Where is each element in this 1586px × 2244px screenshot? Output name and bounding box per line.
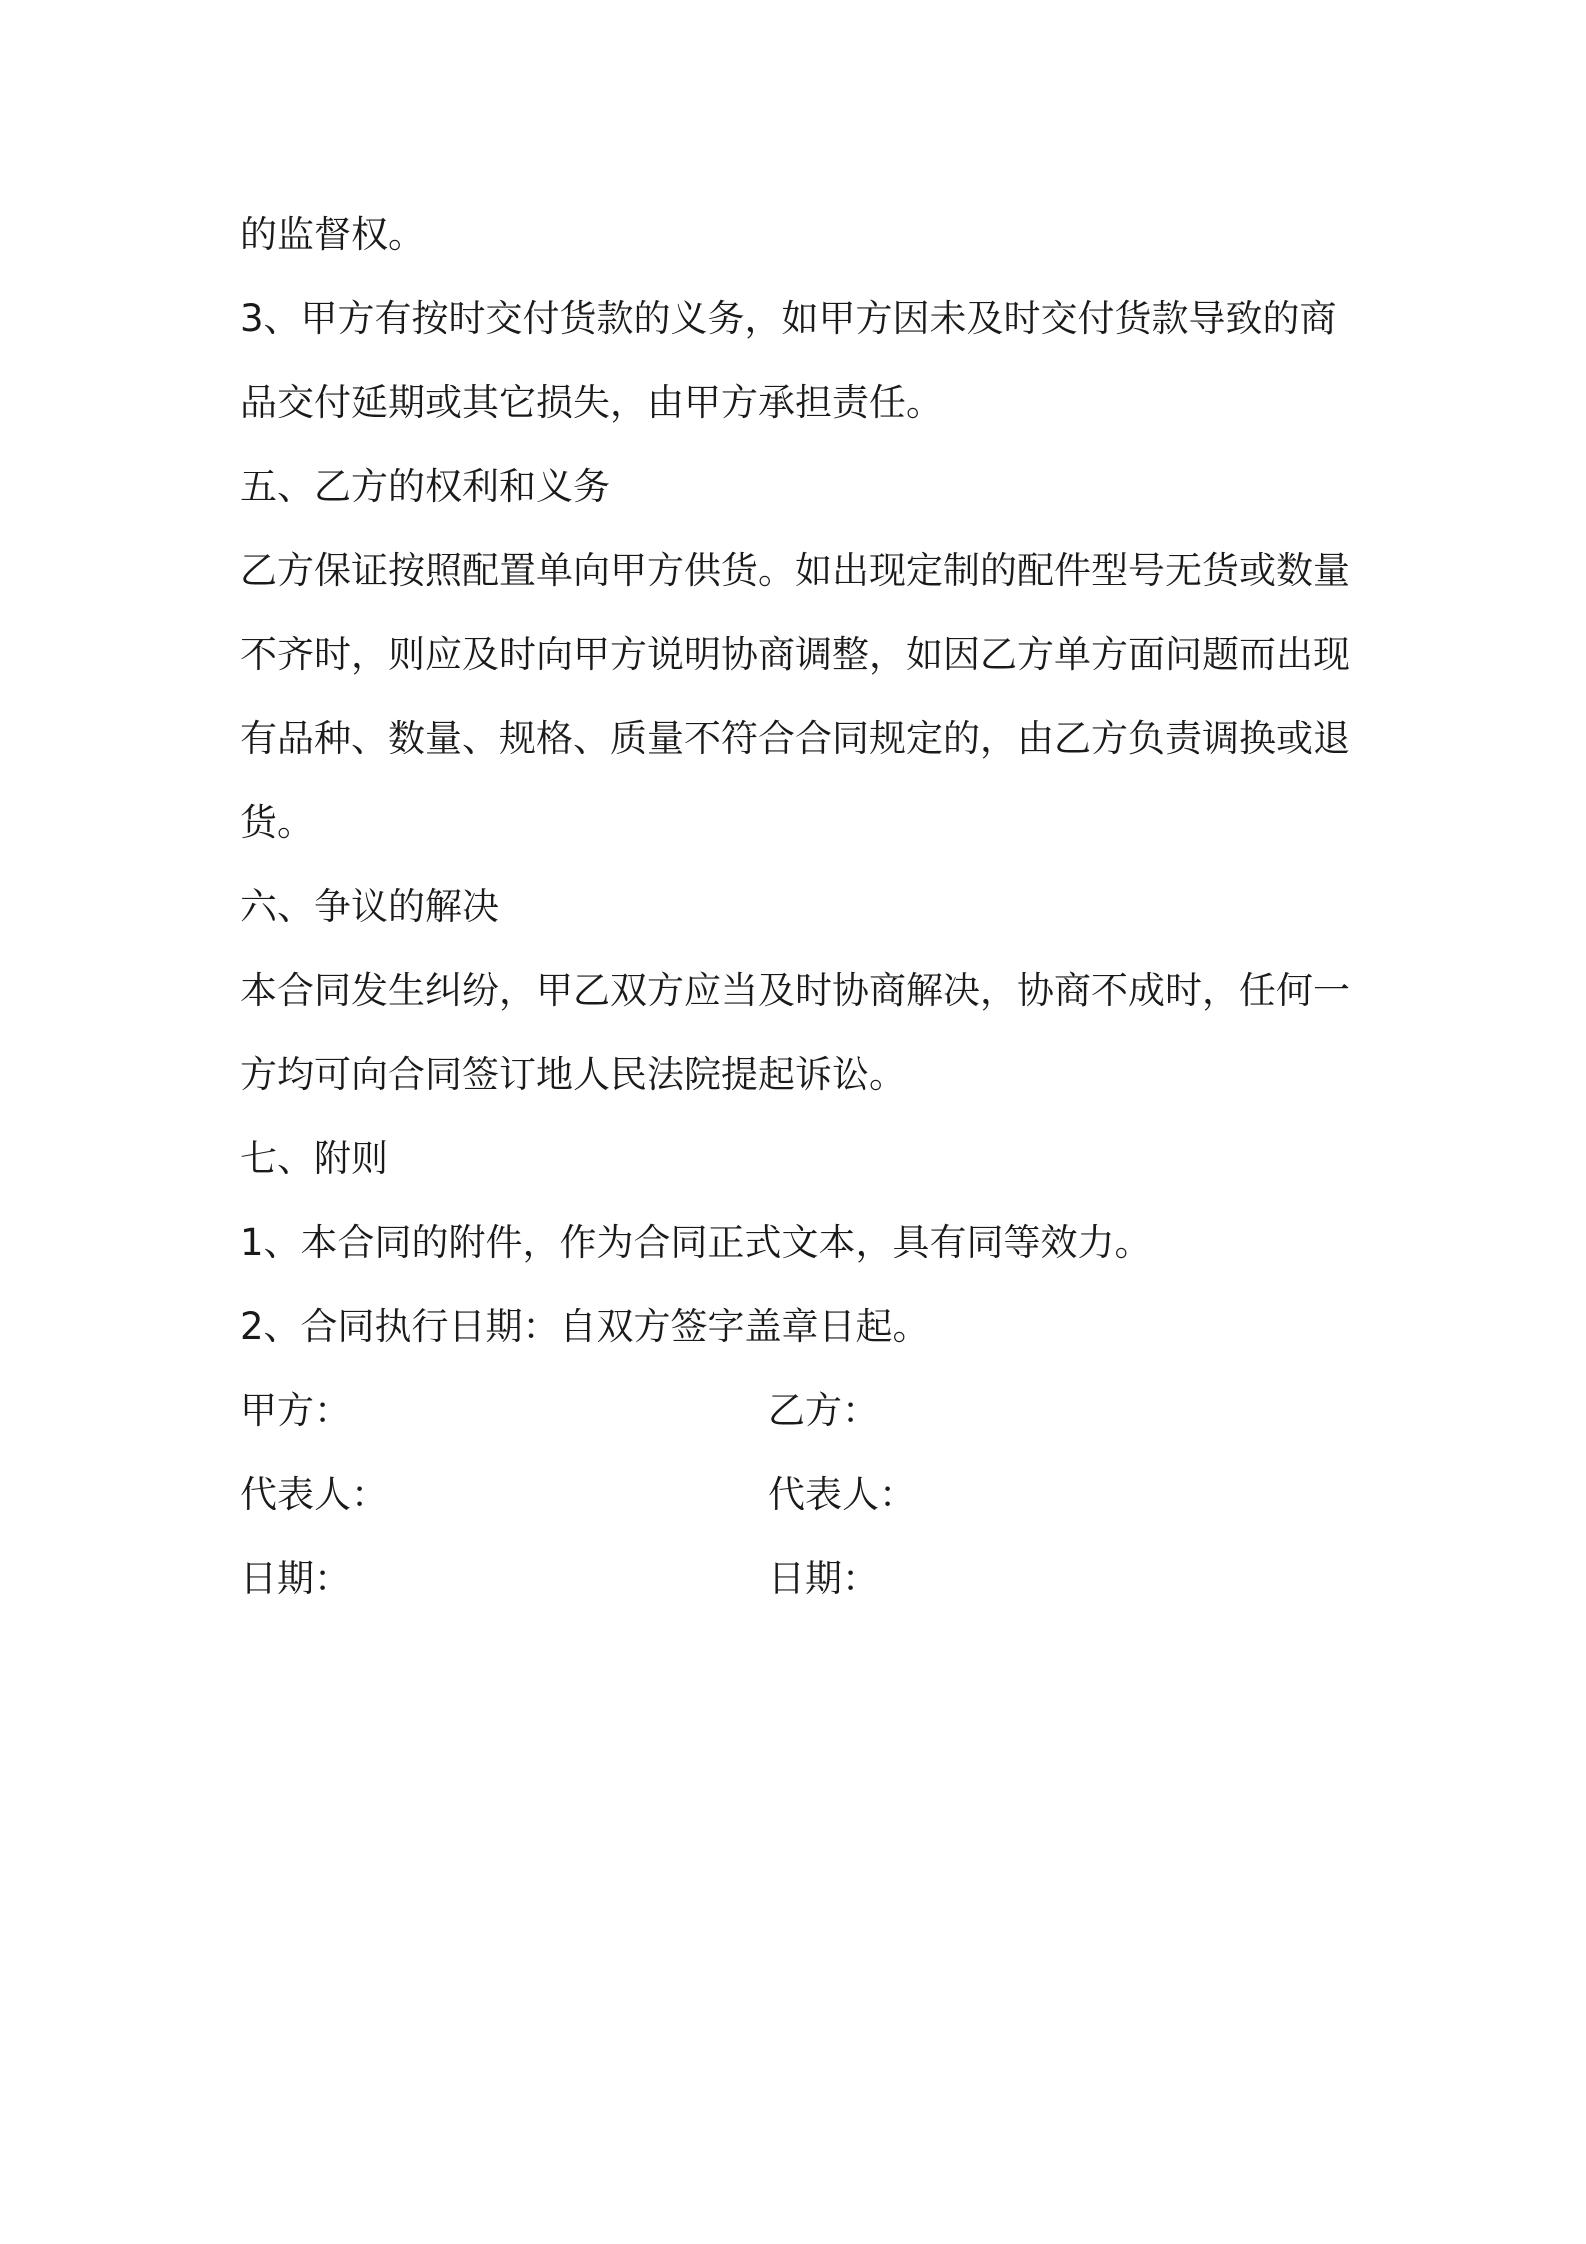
section-6-line-2: 方均可向合同签订地人民法院提起诉讼。 [240,1053,906,1096]
date-b-label: 日期： [768,1557,879,1600]
party-b-label: 乙方： [768,1389,879,1432]
section-6-line-1: 本合同发生纠纷，甲乙双方应当及时协商解决，协商不成时，任何一 [240,969,1350,1012]
signature-row-representative [240,1453,1360,1537]
signature-row-date [240,1537,1360,1621]
section-5-line-4: 货。 [240,801,314,844]
section-5-line-1: 乙方保证按照配置单向甲方供货。如出现定制的配件型号无货或数量 [240,549,1350,592]
section-5-line-3: 有品种、数量、规格、质量不符合合同规定的，由乙方负责调换或退 [240,717,1350,760]
party-a-label: 甲方： [240,1389,351,1432]
section-7-heading: 七、附则 [240,1137,388,1180]
clause-3-line-2: 品交付延期或其它损失，由甲方承担责任。 [240,381,943,424]
date-a-label: 日期： [240,1557,351,1600]
section-7-clause-1: 1、本合同的附件，作为合同正式文本，具有同等效力。 [240,1221,1152,1264]
representative-a-label: 代表人： [240,1473,388,1516]
contract-body [240,193,1360,1621]
representative-b-label: 代表人： [768,1473,916,1516]
section-5-heading: 五、乙方的权利和义务 [240,465,610,508]
section-7-clause-2: 2、合同执行日期：自双方签字盖章日起。 [240,1305,930,1348]
signature-row-party [240,1369,1360,1453]
section-5-line-2: 不齐时，则应及时向甲方说明协商调整，如因乙方单方面问题而出现 [240,633,1350,676]
section-6-heading: 六、争议的解决 [240,885,499,928]
paragraph-line: 的监督权。 [240,213,425,256]
clause-3-line-1: 3、甲方有按时交付货款的义务，如甲方因未及时交付货款导致的商 [240,297,1337,340]
